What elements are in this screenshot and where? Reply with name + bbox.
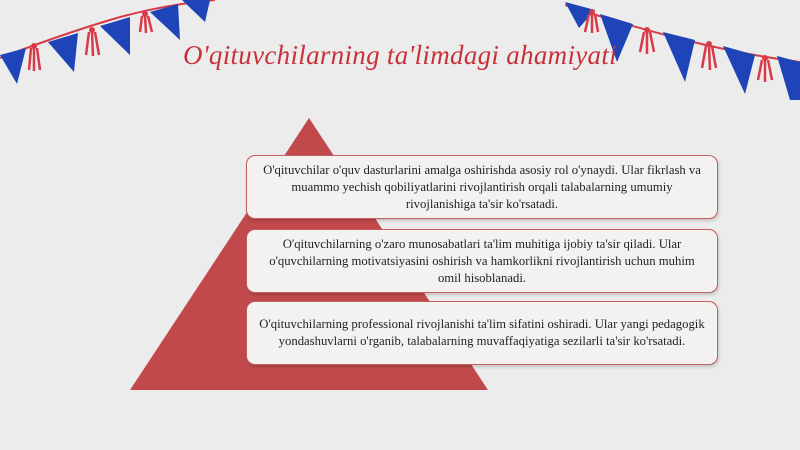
info-card-3 <box>246 301 718 365</box>
info-card-2 <box>246 229 718 293</box>
info-card-1-text: O'qituvchilar o'quv dasturlarini amalga oshirishda asosiy rol o'ynaydi. Ular fikrlash va muammo yechish qobiliyatlarini rivojlantirish orqali talabalarning umumiy rivojlanishiga ta'sir ko'rsatadi. <box>263 162 701 211</box>
info-card-2-text: O'qituvchilarning o'zaro munosabatlari ta'lim muhitiga ijobiy ta'sir qiladi. Ular o'quvchilarning motivatsiyasini oshirish va hamkorlikni rivojlantirish uchun muhim omil hisoblanadi. <box>269 236 695 285</box>
slide-title: O'qituvchilarning ta'limdagi ahamiyati <box>183 40 617 70</box>
info-card-3-text: O'qituvchilarning professional rivojlanishi ta'lim sifatini oshiradi. Ular yangi pedagogik yondashuvlarni o'rganib, talabalarning muvaffaqiyatiga sezilarli ta'sir ko'rsatadi. <box>259 317 705 348</box>
info-card-1 <box>246 155 718 219</box>
